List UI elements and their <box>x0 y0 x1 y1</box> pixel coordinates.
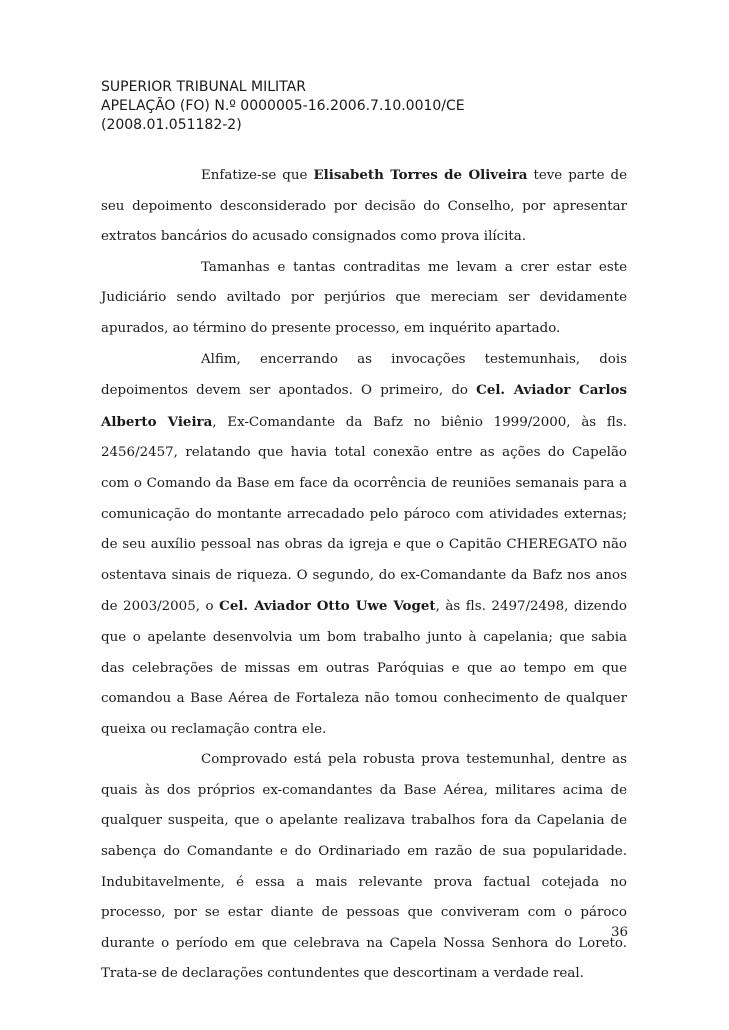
case-reference: (2008.01.051182-2) <box>101 117 242 133</box>
paragraph-2-text: Tamanhas e tantas contraditas me levam a crer estar este Judiciário sendo aviltado por perjúrios que mereciam ser devidamente apurados, ao término do presente processo, em inquérito apartado. <box>101 259 627 336</box>
page-number: 36 <box>610 925 628 940</box>
court-name: SUPERIOR TRIBUNAL MILITAR <box>101 79 306 95</box>
witness-name-elisabeth: Elisabeth Torres de Oliveira <box>313 167 528 183</box>
paragraph-2 <box>101 253 627 345</box>
document-header <box>101 78 641 135</box>
paragraph-4-text: Comprovado está pela robusta prova testemunhal, dentre as quais às dos próprios ex-comandantes da Base Aérea, militares acima de qualquer suspeita, que o apelante realizava trabalhos fora da Capelania de sabença do Comandante e do Ordinariado em razão de sua popularidade. Indubitavelmente, é essa a mais relevante prova factual cotejada no processo, por se estar diante de pessoas que conviveram com o pároco durante o período em que celebrava na Capela Nossa Senhora do Loreto. Trata-se de declarações contundentes que descortinam a verdade real. <box>101 752 627 982</box>
paragraph-3 <box>101 345 627 746</box>
paragraph-4 <box>101 745 627 990</box>
paragraph-1-text-a: Enfatize-se que <box>201 168 314 183</box>
paragraph-3-text-c: , às fls. 2497/2498, dizendo que o apelante desenvolvia um bom trabalho junto à capelania; que sabia das celebrações de missas em outras Paróquias e que ao tempo em que comandou a Base Aérea de Fortaleza não tomou conhecimento de qualquer queixa ou reclamação contra ele. <box>101 599 627 737</box>
witness-name-otto-voget: Cel. Aviador Otto Uwe Voget <box>219 598 436 615</box>
paragraph-1 <box>101 160 627 253</box>
paragraph-1-text-b: teve parte de seu depoimento desconsiderado por decisão do Conselho, por apresentar extratos bancários do acusado consignados como prova ilícita. <box>101 168 627 245</box>
paragraph-3-text-b: , Ex-Comandante da Bafz no biênio 1999/2000, às fls. 2456/2457, relatando que havia total conexão entre as ações do Capelão com o Comando da Base em face da ocorrência de reuniões semanais para a comunicação do montante arrecadado pelo pároco com atividades externas; de seu auxílio pessoal nas obras da igreja e que o Capitão CHEREGATO não ostentava sinais de riqueza. O segundo, do ex-Comandante da Bafz nos anos de 2003/2005, o <box>101 414 627 615</box>
witness-name-carlos-vieira: Cel. Aviador Carlos Alberto Vieira <box>101 382 628 430</box>
document-body <box>101 160 627 990</box>
paragraph-3-text-a: Alfim, encerrando as invocações testemunhais, dois depoimentos devem ser apontados. O primeiro, do <box>101 351 627 399</box>
case-number: APELAÇÃO (FO) N.º 0000005-16.2006.7.10.0010/CE <box>101 98 465 114</box>
